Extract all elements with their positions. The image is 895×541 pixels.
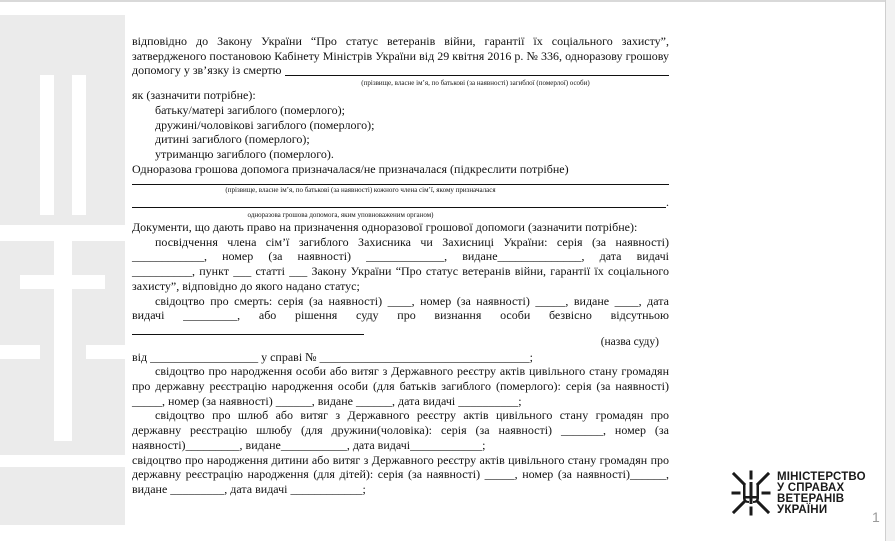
option-line xyxy=(132,235,669,250)
field-caption: (прізвище, власне ім’я, по батькові (за наявності) кожного члена сім’ї, якому призначалася xyxy=(225,186,496,195)
text-line: захисту”, відповідно до якого надано статус; xyxy=(132,278,360,293)
text-line: Документи, що дають право на призначення одноразової грошової допомоги (зазначити потрібне): xyxy=(132,220,638,235)
text-line: видане _________, дата видачі ____________; xyxy=(132,481,366,496)
text-line: державну реєстрацію шлюбу (для дружини(чоловіка): серія (за наявності) _______, номер (за xyxy=(132,423,669,438)
text-line: _____, номер (за наявності) ______, видане ______, дата видачі __________; xyxy=(132,393,522,408)
option-label: утриманцю загиблого (померлого). xyxy=(155,146,334,161)
text-line xyxy=(132,63,669,78)
text-segment: допомогу у зв’язку із смертю xyxy=(132,63,282,78)
option-label: свідоцтво про смерть: серія (за наявності) ____, номер (за наявності) _____, видане ____, дата xyxy=(155,293,669,308)
option-line xyxy=(132,408,669,423)
option-line xyxy=(132,132,669,147)
option-line xyxy=(132,118,669,133)
ministry-logo xyxy=(730,470,870,518)
logo-text-line: МІНІСТЕРСТВО xyxy=(777,471,866,483)
field-caption: (прізвище, власне ім’я, по батькові (за наявності) загиблої (померлої) особи) xyxy=(361,79,590,88)
option-line xyxy=(132,147,669,162)
option-label: свідоцтво про народження особи або витяг з Державного реєстру актів цивільного стану громадян xyxy=(155,364,669,379)
text-line: про державну реєстрацію народження особи (для батьків загиблого (померлого): серія (за наявності) xyxy=(132,379,669,394)
text-line: ____________, номер (за наявності) _____________, видане______________, дата видачі xyxy=(132,249,669,264)
field-caption: одноразова грошова допомога, яким уповноваженим органом) xyxy=(247,211,434,220)
option-label: батьку/матері загиблого (померлого); xyxy=(155,102,345,117)
text-line: державну реєстрацію народження (для дітей): серія (за наявності) _____, номер (за наявності)______, xyxy=(132,467,669,482)
text-line xyxy=(132,195,669,210)
option-line xyxy=(132,364,669,379)
page-number: 1 xyxy=(872,509,880,525)
field-caption: (назва суду) xyxy=(600,335,659,348)
option-line xyxy=(132,294,669,309)
text-line: видачі _________, або рішення суду про визнання особи безвісно відсутньою xyxy=(132,308,669,323)
top-divider xyxy=(0,0,885,2)
logo-text-line: ВЕТЕРАНІВ xyxy=(777,493,845,505)
text-line: свідоцтво про народження дитини або витяг з Державного реєстру актів цивільного стану громадян про xyxy=(132,452,669,467)
text-line: Одноразова грошова допомога призначалася/не призначалася (підкреслити потрібне) xyxy=(132,161,569,176)
blank-field xyxy=(132,195,666,208)
text-line: як (зазначити потрібне): xyxy=(132,88,256,103)
text-line: від __________________ у справі № ___________________________________; xyxy=(132,349,533,364)
option-label: дружині/чоловікові загиблого (померлого); xyxy=(155,117,375,132)
text-line: відповідно до Закону України “Про статус ветеранів війни, гарантії їх соціального захисту”, xyxy=(132,34,669,48)
document-body xyxy=(132,34,669,497)
trident-emblem-icon xyxy=(730,470,772,516)
text-segment: . xyxy=(666,195,669,210)
text-line: затвердженого постановою Кабінету Міністрів України від 29 квітня 2016 р. № 336, одноразову грошову xyxy=(132,48,669,63)
watermark-emblem xyxy=(0,15,125,525)
option-label: свідоцтво про шлюб або витяг з Державного реєстру актів цивільного стану громадян про xyxy=(155,408,669,423)
blank-field xyxy=(132,176,669,185)
blank-field xyxy=(132,323,364,335)
option-label: дитині загиблого (померлого); xyxy=(155,132,310,147)
blank-field xyxy=(285,63,669,76)
page-edge xyxy=(885,0,886,541)
logo-text-line: УКРАЇНИ xyxy=(777,504,828,516)
ministry-name xyxy=(777,472,866,516)
logo-text-line: У СПРАВАХ xyxy=(777,482,845,494)
text-line: наявності)_________, видане___________, дата видачі____________; xyxy=(132,437,486,452)
option-line xyxy=(132,103,669,118)
text-line: __________, пункт ___ статті ___ Закону України “Про статус ветеранів війни, гарантії їх соціального xyxy=(132,264,669,279)
option-label: посвідчення члена сім’ї загиблого Захисника чи Захисниці України: серія (за наявності) xyxy=(155,234,669,249)
